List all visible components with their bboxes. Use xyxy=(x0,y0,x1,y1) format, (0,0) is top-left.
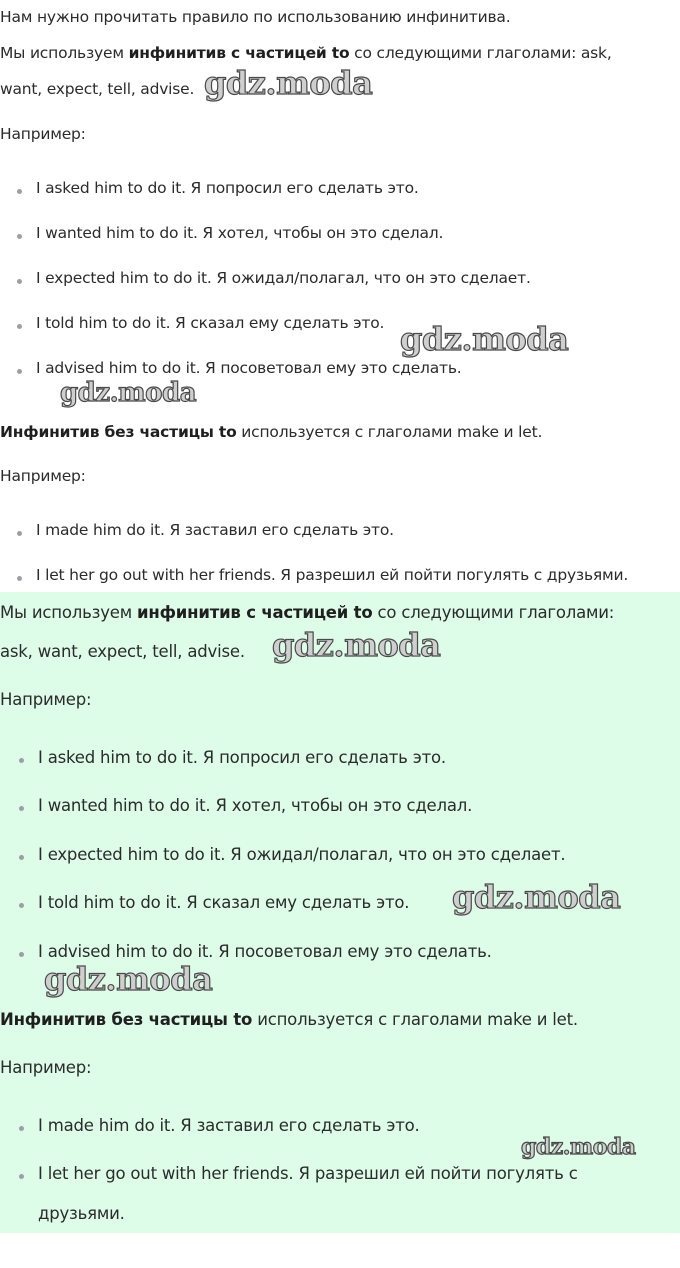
bold-term: инфинитив с частицей to xyxy=(128,44,350,62)
list-item: I expected him to do it. Я ожидал/полагал, что он это сделает. xyxy=(38,845,566,864)
watermark-logo: gdz.moda xyxy=(60,378,197,408)
list-item: I made him do it. Я заставил его сделать это. xyxy=(38,1116,420,1135)
paragraph-with-to-line2: want, expect, tell, advise. xyxy=(0,80,195,98)
example-label: Например: xyxy=(0,690,92,709)
watermark-logo: gdz.moda xyxy=(272,626,441,664)
bullet-icon xyxy=(17,279,22,284)
bullet-icon xyxy=(17,234,22,239)
list-item: I expected him to do it. Я ожидал/полагал, что он это сделает. xyxy=(36,269,531,287)
list-item: I advised him to do it. Я посоветовал ему это сделать. xyxy=(36,359,462,377)
paragraph-bare-infinitive: Инфинитив без частицы to используется с глаголами make и let. xyxy=(0,1010,578,1029)
bullet-icon xyxy=(17,189,22,194)
list-item: I wanted him to do it. Я хотел, чтобы он это сделал. xyxy=(36,224,444,242)
paragraph-with-to: Мы используем инфинитив с частицей to со следующими глаголами: xyxy=(0,603,615,622)
bullet-icon xyxy=(19,1126,24,1131)
watermark-logo: gdz.moda xyxy=(452,878,621,916)
bullet-icon xyxy=(17,369,22,374)
example-label: Например: xyxy=(0,467,86,485)
paragraph-with-to: Мы используем инфинитив с частицей to со следующими глаголами: ask, xyxy=(0,44,612,62)
bold-term: Инфинитив без частицы to xyxy=(0,423,237,441)
bold-term: Инфинитив без частицы to xyxy=(0,1010,253,1029)
bullet-icon xyxy=(19,758,24,763)
bullet-icon xyxy=(19,1174,24,1179)
bullet-icon xyxy=(17,531,22,536)
paragraph-with-to-line2: ask, want, expect, tell, advise. xyxy=(0,642,245,661)
paragraph-bare-infinitive: Инфинитив без частицы to используется с глаголами make и let. xyxy=(0,423,543,441)
list-item: I let her go out with her friends. Я разрешил ей пойти погулять с друзьями. xyxy=(36,566,629,584)
list-item: I let her go out with her friends. Я разрешил ей пойти погулять с xyxy=(38,1164,578,1183)
list-item: I told him to do it. Я сказал ему сделать это. xyxy=(36,314,385,332)
bold-term: инфинитив с частицей to xyxy=(137,603,373,622)
example-label: Например: xyxy=(0,1058,92,1077)
watermark-logo: gdz.moda xyxy=(204,64,373,102)
watermark-logo: gdz.moda xyxy=(521,1134,636,1160)
watermark-logo: gdz.moda xyxy=(44,960,213,998)
list-item: I advised him to do it. Я посоветовал ему это сделать. xyxy=(38,942,492,961)
bullet-icon xyxy=(19,806,24,811)
bullet-icon xyxy=(19,952,24,957)
bullet-icon xyxy=(19,855,24,860)
list-item: I wanted him to do it. Я хотел, чтобы он это сделал. xyxy=(38,796,473,815)
bullet-icon xyxy=(17,324,22,329)
list-item: I told him to do it. Я сказал ему сделать это. xyxy=(38,893,410,912)
list-item: I made him do it. Я заставил его сделать это. xyxy=(36,521,394,539)
list-item-continuation: друзьями. xyxy=(38,1204,125,1223)
watermark-logo: gdz.moda xyxy=(400,320,569,358)
rule-section-highlighted xyxy=(0,592,680,1233)
rule-section-plain xyxy=(0,0,680,592)
list-item: I asked him to do it. Я попросил его сделать это. xyxy=(36,179,419,197)
list-item: I asked him to do it. Я попросил его сделать это. xyxy=(38,748,446,767)
bullet-icon xyxy=(19,903,24,908)
bullet-icon xyxy=(17,576,22,581)
intro-text: Нам нужно прочитать правило по использованию инфинитива. xyxy=(0,8,511,26)
example-label: Например: xyxy=(0,125,86,143)
